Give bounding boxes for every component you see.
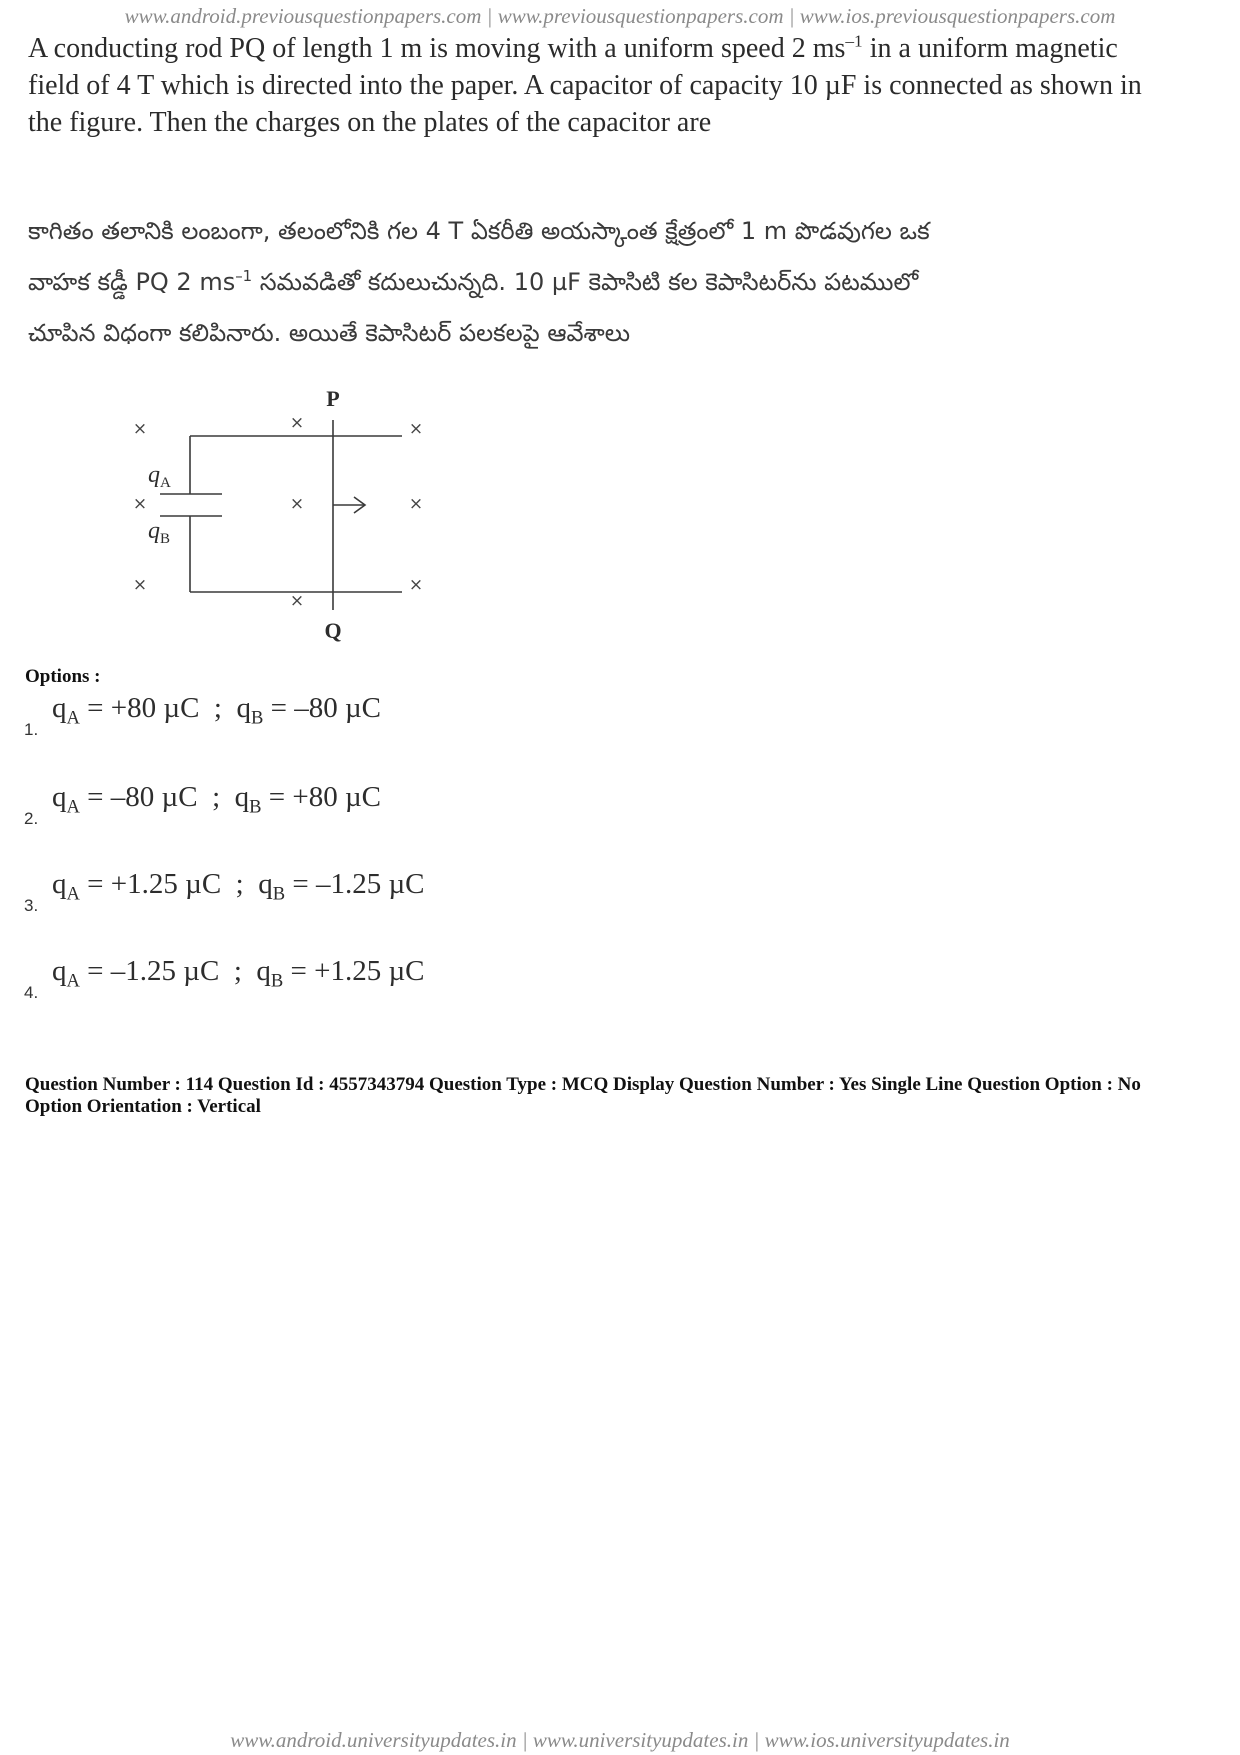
field-cross-mark: × xyxy=(289,413,305,433)
option-text: $q_A = +80$ µC ; $q_B = -80$ µC xyxy=(52,692,382,729)
field-cross-mark: × xyxy=(408,575,424,595)
question-te-line1: కాగితం తలానికి లంబంగా, తలంలోనికి గల 4 T ఏకరీతి అయస్కాంత క్షేత్రంలో 1 m పొడవుగల ఒక xyxy=(28,217,930,245)
field-cross-mark: × xyxy=(132,494,148,514)
question-te-superscript: –1 xyxy=(235,267,253,285)
meta-question-number: Question Number : 114 xyxy=(25,1074,214,1095)
option-1[interactable] xyxy=(24,692,624,740)
circuit-figure xyxy=(120,378,450,648)
question-en-part1: A conducting rod PQ of length 1 m is moving with a uniform speed 2 ms xyxy=(28,33,846,64)
option-text: $q_A = -80$ µC ; $q_B = +80$ µC xyxy=(52,781,382,818)
meta-single-line-option: Single Line Question Option : No xyxy=(871,1074,1141,1095)
meta-display-question-number: Display Question Number : Yes xyxy=(613,1074,867,1095)
header-watermark: www.android.previousquestionpapers.com | www.previousquestionpapers.com | www.ios.previousquestionpapers.com xyxy=(124,4,1116,28)
option-4[interactable] xyxy=(24,955,624,1003)
question-text-telugu xyxy=(28,206,1148,359)
field-cross-mark: × xyxy=(289,591,305,611)
option-2[interactable] xyxy=(24,781,624,829)
option-3[interactable] xyxy=(24,868,624,916)
option-number: 1. xyxy=(24,720,39,739)
option-number: 2. xyxy=(24,809,39,828)
field-cross-mark: × xyxy=(289,494,305,514)
question-en-part2: in a uniform magnetic field of 4 T which is directed into the paper. A capacitor of capacity 10 µF is connected as shown in the figure. Then the charges on the plates of the capacitor are xyxy=(28,33,1142,138)
field-cross-mark: × xyxy=(408,419,424,439)
question-te-line2-a: వాహక కడ్డీ PQ 2 ms xyxy=(28,268,236,296)
options-heading: Options : xyxy=(25,666,101,687)
label-q: Q xyxy=(324,618,342,643)
field-cross-mark: × xyxy=(408,494,424,514)
option-number: 4. xyxy=(24,983,39,1002)
question-metadata xyxy=(25,1074,1225,1118)
footer-watermark: www.android.universityupdates.in | www.universityupdates.in | www.ios.universityupdates.in xyxy=(230,1728,1010,1752)
meta-question-id: Question Id : 4557343794 xyxy=(217,1074,425,1095)
option-number: 3. xyxy=(24,896,39,915)
question-text-english xyxy=(28,30,1148,141)
question-te-line2 xyxy=(28,257,1148,308)
question-en-superscript: –1 xyxy=(845,31,863,51)
label-qb: $q_B$ xyxy=(148,518,171,547)
option-text: $q_A = -1.25$ µC ; $q_B = +1.25$ µC xyxy=(52,955,425,992)
option-text: $q_A = +1.25$ µC ; $q_B = -1.25$ µC xyxy=(52,868,425,905)
label-qa: $q_A$ xyxy=(148,462,171,491)
question-te-line2-b: సమవడితో కదులుచున్నది. 10 µF కెపాసిటి కల కెపాసిటర్‌ను పటములో xyxy=(252,268,919,296)
field-cross-mark: × xyxy=(132,419,148,439)
meta-question-type: Question Type : MCQ xyxy=(428,1074,609,1095)
question-te-line3: చూపిన విధంగా కలిపినారు. అయితే కెపాసిటర్ పలకలపై ఆవేశాలు xyxy=(28,319,631,347)
label-p: P xyxy=(326,386,340,411)
meta-option-orientation: Option Orientation : Vertical xyxy=(25,1096,261,1117)
field-cross-mark: × xyxy=(132,575,148,595)
